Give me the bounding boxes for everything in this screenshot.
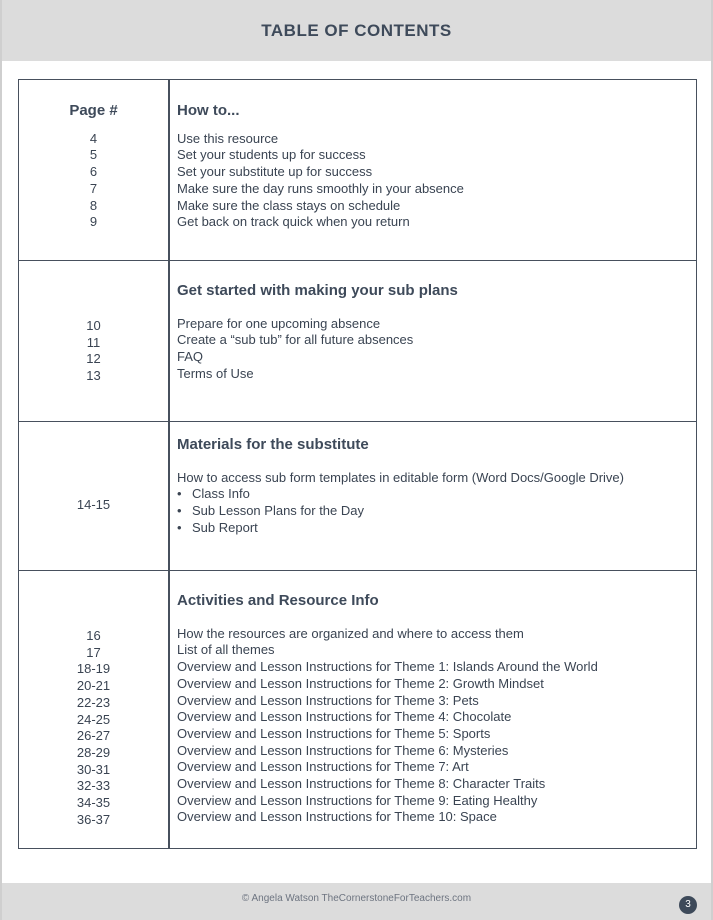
- section-title: Get started with making your sub plans: [177, 282, 458, 299]
- page-number-badge: 3: [679, 896, 697, 914]
- section-content: [177, 283, 692, 383]
- section-title: How to...: [177, 102, 240, 119]
- page-number: 32-33: [76, 778, 111, 794]
- toc-item: Overview and Lesson Instructions for Theme 2: Growth Mindset: [177, 675, 544, 691]
- toc-item: Terms of Use: [177, 365, 254, 381]
- toc-item: Overview and Lesson Instructions for Theme 7: Art: [177, 759, 469, 775]
- page-number: 28-29: [76, 744, 111, 760]
- toc-item: How to access sub form templates in editable form (Word Docs/Google Drive): [177, 469, 624, 485]
- toc-item: Make sure the day runs smoothly in your absence: [177, 180, 464, 196]
- toc-table: [18, 79, 697, 849]
- page-number: 24-25: [76, 711, 111, 727]
- page-number: 13: [86, 368, 101, 384]
- page-number: 6: [89, 164, 98, 180]
- bullet-item: • Class Info: [177, 486, 692, 503]
- page-number: 26-27: [76, 728, 111, 744]
- toc-section-activities: [19, 571, 696, 848]
- toc-item: Set your substitute up for success: [177, 164, 373, 180]
- page-number: 14-15: [76, 497, 111, 512]
- toc-item: Overview and Lesson Instructions for Theme 6: Mysteries: [177, 742, 509, 758]
- page-number: 34-35: [76, 795, 111, 811]
- section-content: [177, 593, 692, 826]
- section-title: Activities and Resource Info: [177, 592, 379, 609]
- toc-item: FAQ: [177, 349, 204, 365]
- toc-item: Set your students up for success: [177, 147, 366, 163]
- page-title: TABLE OF CONTENTS: [261, 21, 452, 40]
- page-numbers: [19, 628, 168, 828]
- bullet-item: • Sub Lesson Plans for the Day: [177, 503, 692, 520]
- page-number: 16: [86, 628, 101, 643]
- toc-section-get-started: [19, 261, 696, 422]
- section-content: [177, 437, 692, 537]
- page-number: 12: [86, 351, 101, 367]
- toc-item: How the resources are organized and where to access them: [177, 625, 524, 641]
- page-number: 9: [89, 214, 98, 230]
- page-column-header: Page #: [69, 102, 118, 119]
- page-number: 8: [89, 197, 98, 213]
- toc-item: List of all themes: [177, 642, 275, 658]
- toc-item: Make sure the class stays on schedule: [177, 197, 401, 213]
- page-number: 22-23: [76, 694, 111, 710]
- toc-item: Overview and Lesson Instructions for Theme 1: Islands Around the World: [177, 659, 598, 675]
- toc-section-materials: [19, 422, 696, 571]
- toc-item: Overview and Lesson Instructions for Theme 10: Space: [177, 809, 497, 825]
- footer-credit: © Angela Watson TheCornerstoneForTeachers.com: [241, 893, 472, 904]
- toc-section-how-to: [19, 80, 696, 261]
- section-title: Materials for the substitute: [177, 436, 369, 453]
- toc-item: Overview and Lesson Instructions for Theme 3: Pets: [177, 692, 479, 708]
- bullet-item: • Sub Report: [177, 520, 692, 537]
- page-footer: [2, 883, 711, 920]
- page-numbers: [19, 497, 168, 514]
- page-number: 20-21: [76, 678, 111, 694]
- page-number: 10: [86, 318, 101, 333]
- page-number: 11: [86, 334, 101, 350]
- toc-item: Use this resource: [177, 130, 279, 146]
- page-number: 36-37: [76, 811, 111, 827]
- page-number: 18-19: [76, 661, 111, 677]
- toc-item: Overview and Lesson Instructions for Theme 8: Character Traits: [177, 776, 546, 792]
- toc-item: Get back on track quick when you return: [177, 214, 410, 230]
- page-number: 17: [86, 644, 101, 660]
- toc-item: Create a “sub tub” for all future absences: [177, 332, 414, 348]
- section-content: [177, 103, 692, 231]
- page-number: 30-31: [76, 761, 111, 777]
- page-numbers: [19, 318, 168, 385]
- toc-item: Overview and Lesson Instructions for Theme 5: Sports: [177, 725, 491, 741]
- toc-item: Overview and Lesson Instructions for Theme 9: Eating Healthy: [177, 792, 538, 808]
- toc-item: Overview and Lesson Instructions for Theme 4: Chocolate: [177, 709, 512, 725]
- page-numbers: [19, 103, 168, 231]
- toc-item: Prepare for one upcoming absence: [177, 315, 381, 331]
- page-number: 5: [89, 147, 98, 163]
- page-number: 7: [89, 180, 98, 196]
- page-number: 4: [89, 130, 98, 146]
- page-header: [2, 0, 711, 61]
